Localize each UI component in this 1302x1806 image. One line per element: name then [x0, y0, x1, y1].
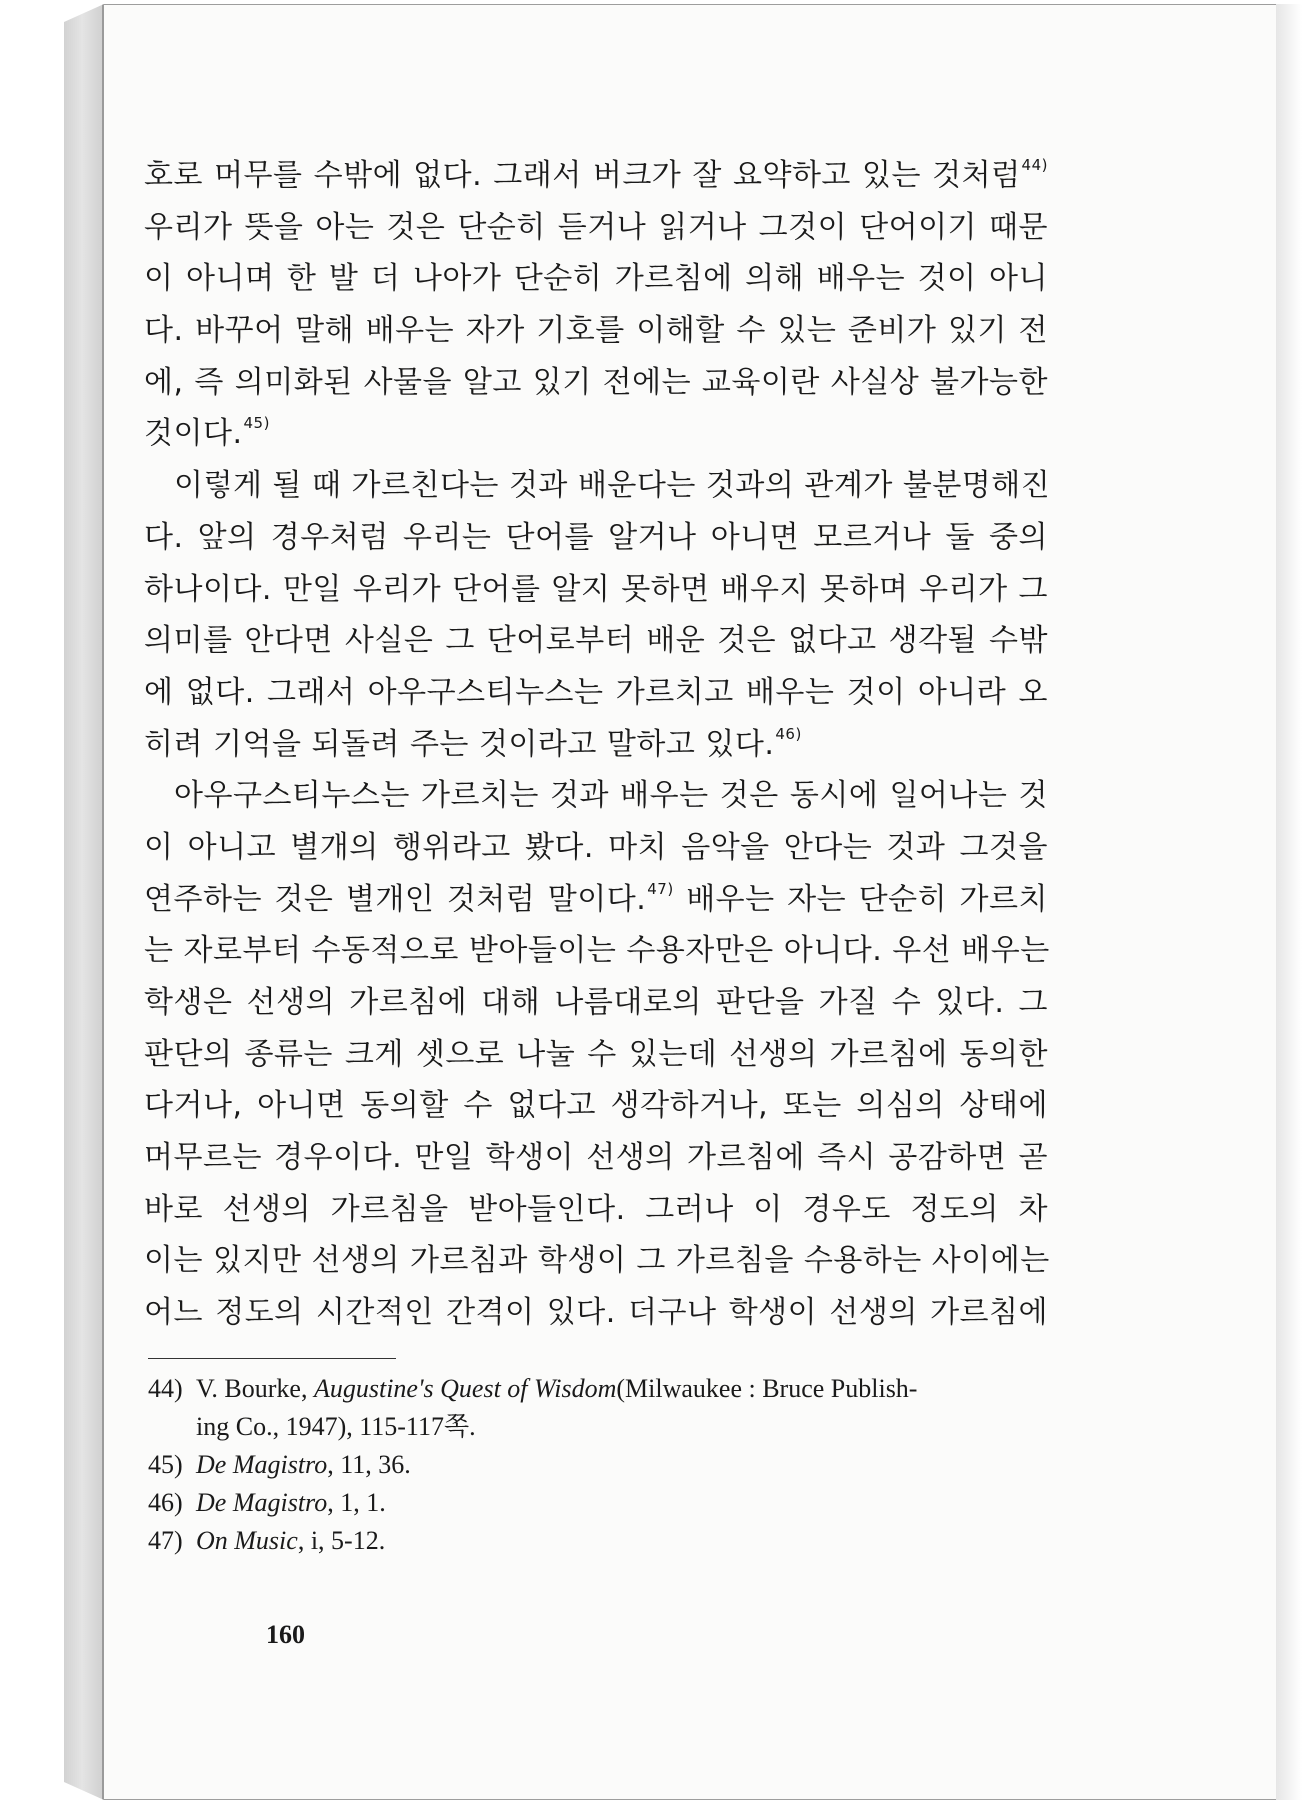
text-line: 는 자로부터 수동적으로 받아들이는 수용자만은 아니다. 우선 배우는 [144, 933, 1050, 969]
page-number: 160 [266, 1620, 305, 1649]
footnote-separator [148, 1358, 396, 1359]
text-line: 판단의 종류는 크게 셋으로 나눌 수 있는데 선생의 가르침에 동의한 [144, 1036, 1048, 1072]
text-line: 이렇게 될 때 가르친다는 것과 배운다는 것과의 관계가 불분명해진 [174, 468, 1051, 504]
text-line: 다거나, 아니면 동의할 수 없다고 생각하거나, 또는 의심의 상태에 [144, 1088, 1048, 1124]
text-line: 의미를 안다면 사실은 그 단어로부터 배운 것은 없다고 생각될 수밖 [144, 623, 1048, 659]
footnote-number: 44) [148, 1374, 183, 1403]
text-line: 이 아니고 별개의 행위라고 봤다. 마치 음악을 안다는 것과 그것을 [144, 829, 1048, 865]
footnotes [148, 1370, 1048, 1560]
footnote-continuation: ing Co., 1947), 115-117쪽. [196, 1412, 476, 1441]
footnote-title: De Magistro [196, 1488, 328, 1517]
footnote-number: 46) [148, 1488, 183, 1517]
text-line: 머무르는 경우이다. 만일 학생이 선생의 가르침에 즉시 공감하면 곧 [144, 1140, 1048, 1176]
text-line: 연주하는 것은 별개인 것처럼 말이다.$^{47)}$ 배우는 자는 단순히 가르치 [144, 879, 1048, 917]
text-line: 호로 머무를 수밖에 없다. 그래서 버크가 잘 요약하고 있는 것처럼$^{44)}$ [144, 156, 1048, 193]
footnote-item: 44) V. Bourke, Augustine's Quest of Wisdom(Milwaukee : Bruce Publish- [148, 1370, 1048, 1408]
footnote-ref: 47) [647, 879, 674, 898]
book-spine [64, 4, 104, 1800]
footnote-item: 46) De Magistro, 1, 1. [148, 1484, 1048, 1522]
text-line: 다. 바꾸어 말해 배우는 자가 기호를 이해할 수 있는 준비가 있기 전 [144, 313, 1048, 349]
footnote-number: 45) [148, 1450, 183, 1479]
text-line: 다. 앞의 경우처럼 우리는 단어를 알거나 아니면 모르거나 둘 중의 [144, 519, 1048, 555]
footnote-ref: 46) [775, 724, 802, 743]
footnote-title: De Magistro [196, 1450, 328, 1479]
text-line: 바로 선생의 가르침을 받아들인다. 그러나 이 경우도 정도의 차 [144, 1191, 1048, 1227]
footnote-number: 47) [148, 1526, 183, 1555]
footnote-item: 45) De Magistro, 11, 36. [148, 1446, 1048, 1484]
text-line: 이는 있지만 선생의 가르침과 학생이 그 가르침을 수용하는 사이에는 [144, 1243, 1050, 1279]
text-line: 우리가 뜻을 아는 것은 단순히 듣거나 읽거나 그것이 단어이기 때문 [144, 209, 1048, 245]
text-line: 에 없다. 그래서 아우구스티누스는 가르치고 배우는 것이 아니라 오 [144, 674, 1048, 710]
text-line: 학생은 선생의 가르침에 대해 나름대로의 판단을 가질 수 있다. 그 [144, 985, 1048, 1020]
footnote-title: Augustine's Quest of Wisdom [313, 1374, 617, 1403]
footnote-title: On Music [196, 1526, 298, 1555]
text-line: 히려 기억을 되돌려 주는 것이라고 말하고 있다.$^{46)}$ [144, 724, 802, 762]
text-line: 에, 즉 의미화된 사물을 알고 있기 전에는 교육이란 사실상 불가능한 [144, 364, 1048, 400]
text-line: 어느 정도의 시간적인 간격이 있다. 더구나 학생이 선생의 가르침에 [144, 1295, 1048, 1331]
text-line: 아우구스티누스는 가르치는 것과 배우는 것은 동시에 일어나는 것 [174, 778, 1048, 814]
body-text [144, 150, 1051, 1339]
footnote-ref: 45) [243, 414, 270, 433]
footnote-ref: 44) [1021, 156, 1048, 174]
page-edge-shadow [1276, 4, 1302, 1800]
footnote-item: 47) On Music, i, 5-12. [148, 1522, 1048, 1560]
text-line: 것이다.$^{45)}$ [144, 414, 270, 452]
text-line: 하나이다. 만일 우리가 단어를 알지 못하면 배우지 못하며 우리가 그 [144, 571, 1048, 607]
text-line: 이 아니며 한 발 더 나아가 단순히 가르침에 의해 배우는 것이 아니 [144, 261, 1048, 297]
